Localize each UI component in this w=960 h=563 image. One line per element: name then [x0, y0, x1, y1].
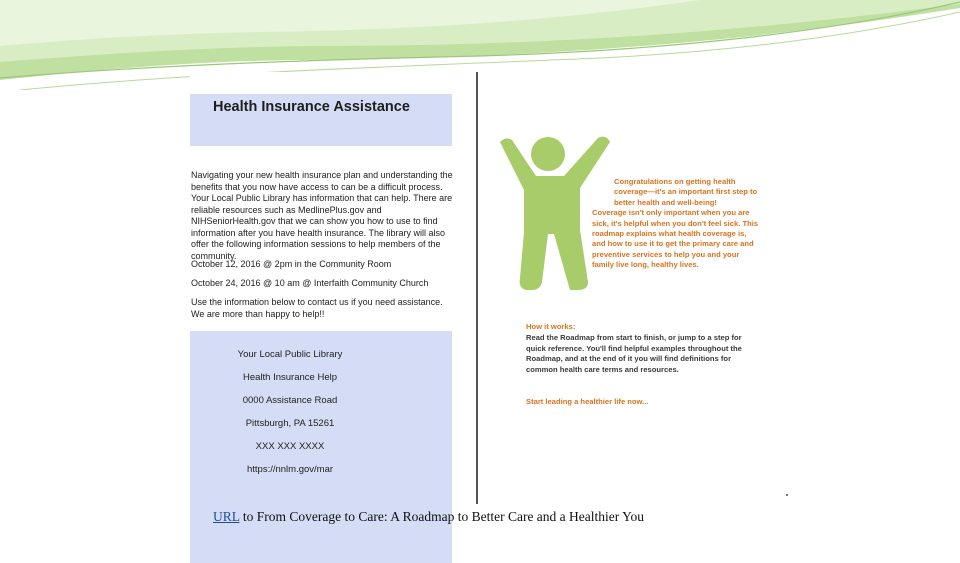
- library-name: Your Local Public Library: [237, 349, 343, 360]
- start-text: Start leading a healthier life now...: [526, 397, 649, 406]
- flyer-event-1: October 12, 2016 @ 2pm in the Community Room: [191, 259, 392, 269]
- flyer-title: Health Insurance Assistance: [213, 99, 410, 115]
- flyer-contact-box: [190, 331, 452, 563]
- website-url: https://nnlm.gov/mar: [246, 464, 334, 475]
- slide-caption: [213, 509, 644, 525]
- page-mark: [786, 494, 788, 496]
- program-name: Health Insurance Help: [243, 372, 337, 383]
- how-it-works-title: How it works:: [526, 322, 576, 331]
- how-it-works-text: Read the Roadmap from start to finish, or jump to a step for quick reference. You'll find helpful examples throughout the Roadmap, and at the end of it you will find definitions for common health care terms and resources.: [526, 333, 742, 374]
- header-swoosh-decoration: [0, 0, 960, 90]
- phone-number: XXX XXX XXXX: [255, 441, 325, 452]
- flyer-contact-note: Use the information below to contact us if you need assistance. We are more than happy to help!!: [191, 297, 443, 319]
- congrats-text: [592, 177, 762, 271]
- flyer-event-2: October 24, 2016 @ 10 am @ Interfaith Community Church: [191, 278, 429, 288]
- street-address: 0000 Assistance Road: [242, 395, 338, 406]
- caption-text: to From Coverage to Care: A Roadmap to Better Care and a Healthier You: [239, 509, 645, 524]
- city-state-zip: Pittsburgh, PA 15261: [245, 418, 335, 429]
- flyer-page: [190, 72, 476, 504]
- page-divider: [476, 72, 478, 504]
- coverage-text: Coverage isn't only important when you are sick, it's helpful when you don't feel sick. This roadmap explains what health coverage is, and how to use it to get the primary care and preventive services to help you and your family live long, healthy lives.: [592, 208, 759, 270]
- flyer-intro-text: Navigating your new health insurance plan and understanding the benefits that you now have access to can be a difficult process. Your Local Public Library has information that can help. There are reliable resources such as MedlinePlus.gov and NIHSeniorHealth.gov that we can show you how to use to find information after you have health insurance. The library will also offer the following information sessions to help members of the community.: [191, 170, 453, 261]
- congrats-headline: Congratulations on getting health coverage—it's an important first step to better health and well-being!: [614, 177, 758, 207]
- caption-url-link[interactable]: URL: [213, 509, 240, 524]
